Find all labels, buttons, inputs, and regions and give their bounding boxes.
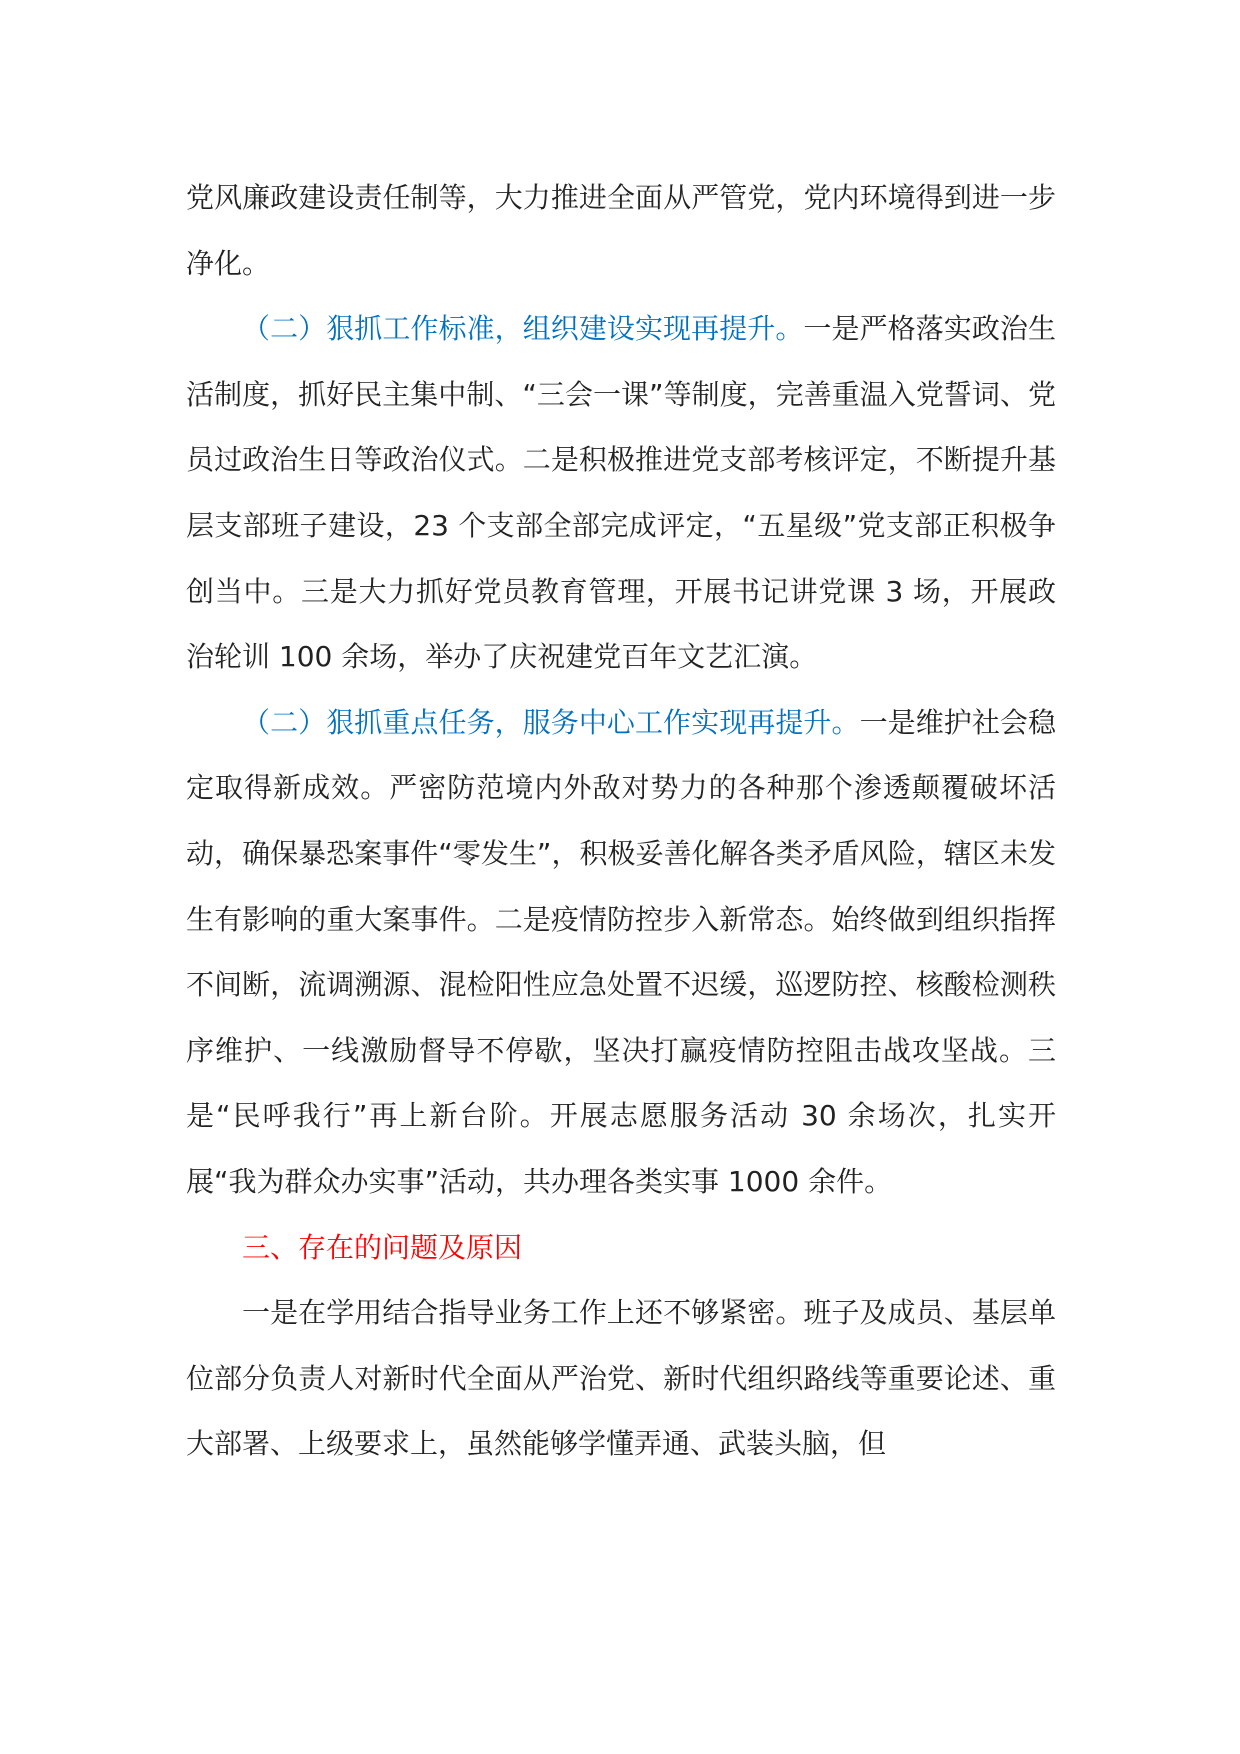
paragraph-problem-one [186,1280,1056,1477]
section-heading-text: 三、存在的问题及原因 [242,1230,523,1264]
section-heading-problems [186,1215,1056,1281]
paragraph-key-tasks [186,690,1056,1215]
paragraph-text: 一是严格落实政治生活制度，抓好民主集中制、“三会一课”等制度，完善重温入党誓词、党员过政治生日等政治仪式。二是积极推进党支部考核评定，不断提升基层支部班子建设，23 个支部全部完成评定，“五星级”党支部正积极争创当中。三是大力抓好党员教育管理，开展书记讲党课 3 场，开展政治轮训 100 余场，举办了庆祝建党百年文艺汇演。 [186,312,1056,674]
paragraph-text: 一是在学用结合指导业务工作上还不够紧密。班子及成员、基层单位部分负责人对新时代全面从严治党、新时代组织路线等重要论述、重大部署、上级要求上，虽然能够学懂弄通、武装头脑，但 [186,1296,1056,1461]
subheading-organization-building: （二）狠抓工作标准，组织建设实现再提升。 [242,312,804,346]
paragraph-text: 一是维护社会稳定取得新成效。严密防范境内外敌对势力的各种那个渗透颠覆破坏活动，确保暴恐案事件“零发生”，积极妥善化解各类矛盾风险，辖区未发生有影响的重大案事件。二是疫情防控步入新常态。始终做到组织指挥不间断，流调溯源、混检阳性应急处置不迟缓，巡逻防控、核酸检测秩序维护、一线激励督导不停歇，坚决打赢疫情防控阻击战攻坚战。三是“民呼我行”再上新台阶。开展志愿服务活动 30 余场次，扎实开展“我为群众办实事”活动，共办理各类实事 1000 余件。 [186,705,1056,1198]
paragraph-organization-building [186,296,1056,690]
subheading-key-tasks: （二）狠抓重点任务，服务中心工作实现再提升。 [242,705,860,739]
paragraph-continued [186,165,1056,296]
paragraph-text: 党风廉政建设责任制等，大力推进全面从严管党，党内环境得到进一步净化。 [186,181,1056,280]
document-body [186,165,1056,1477]
